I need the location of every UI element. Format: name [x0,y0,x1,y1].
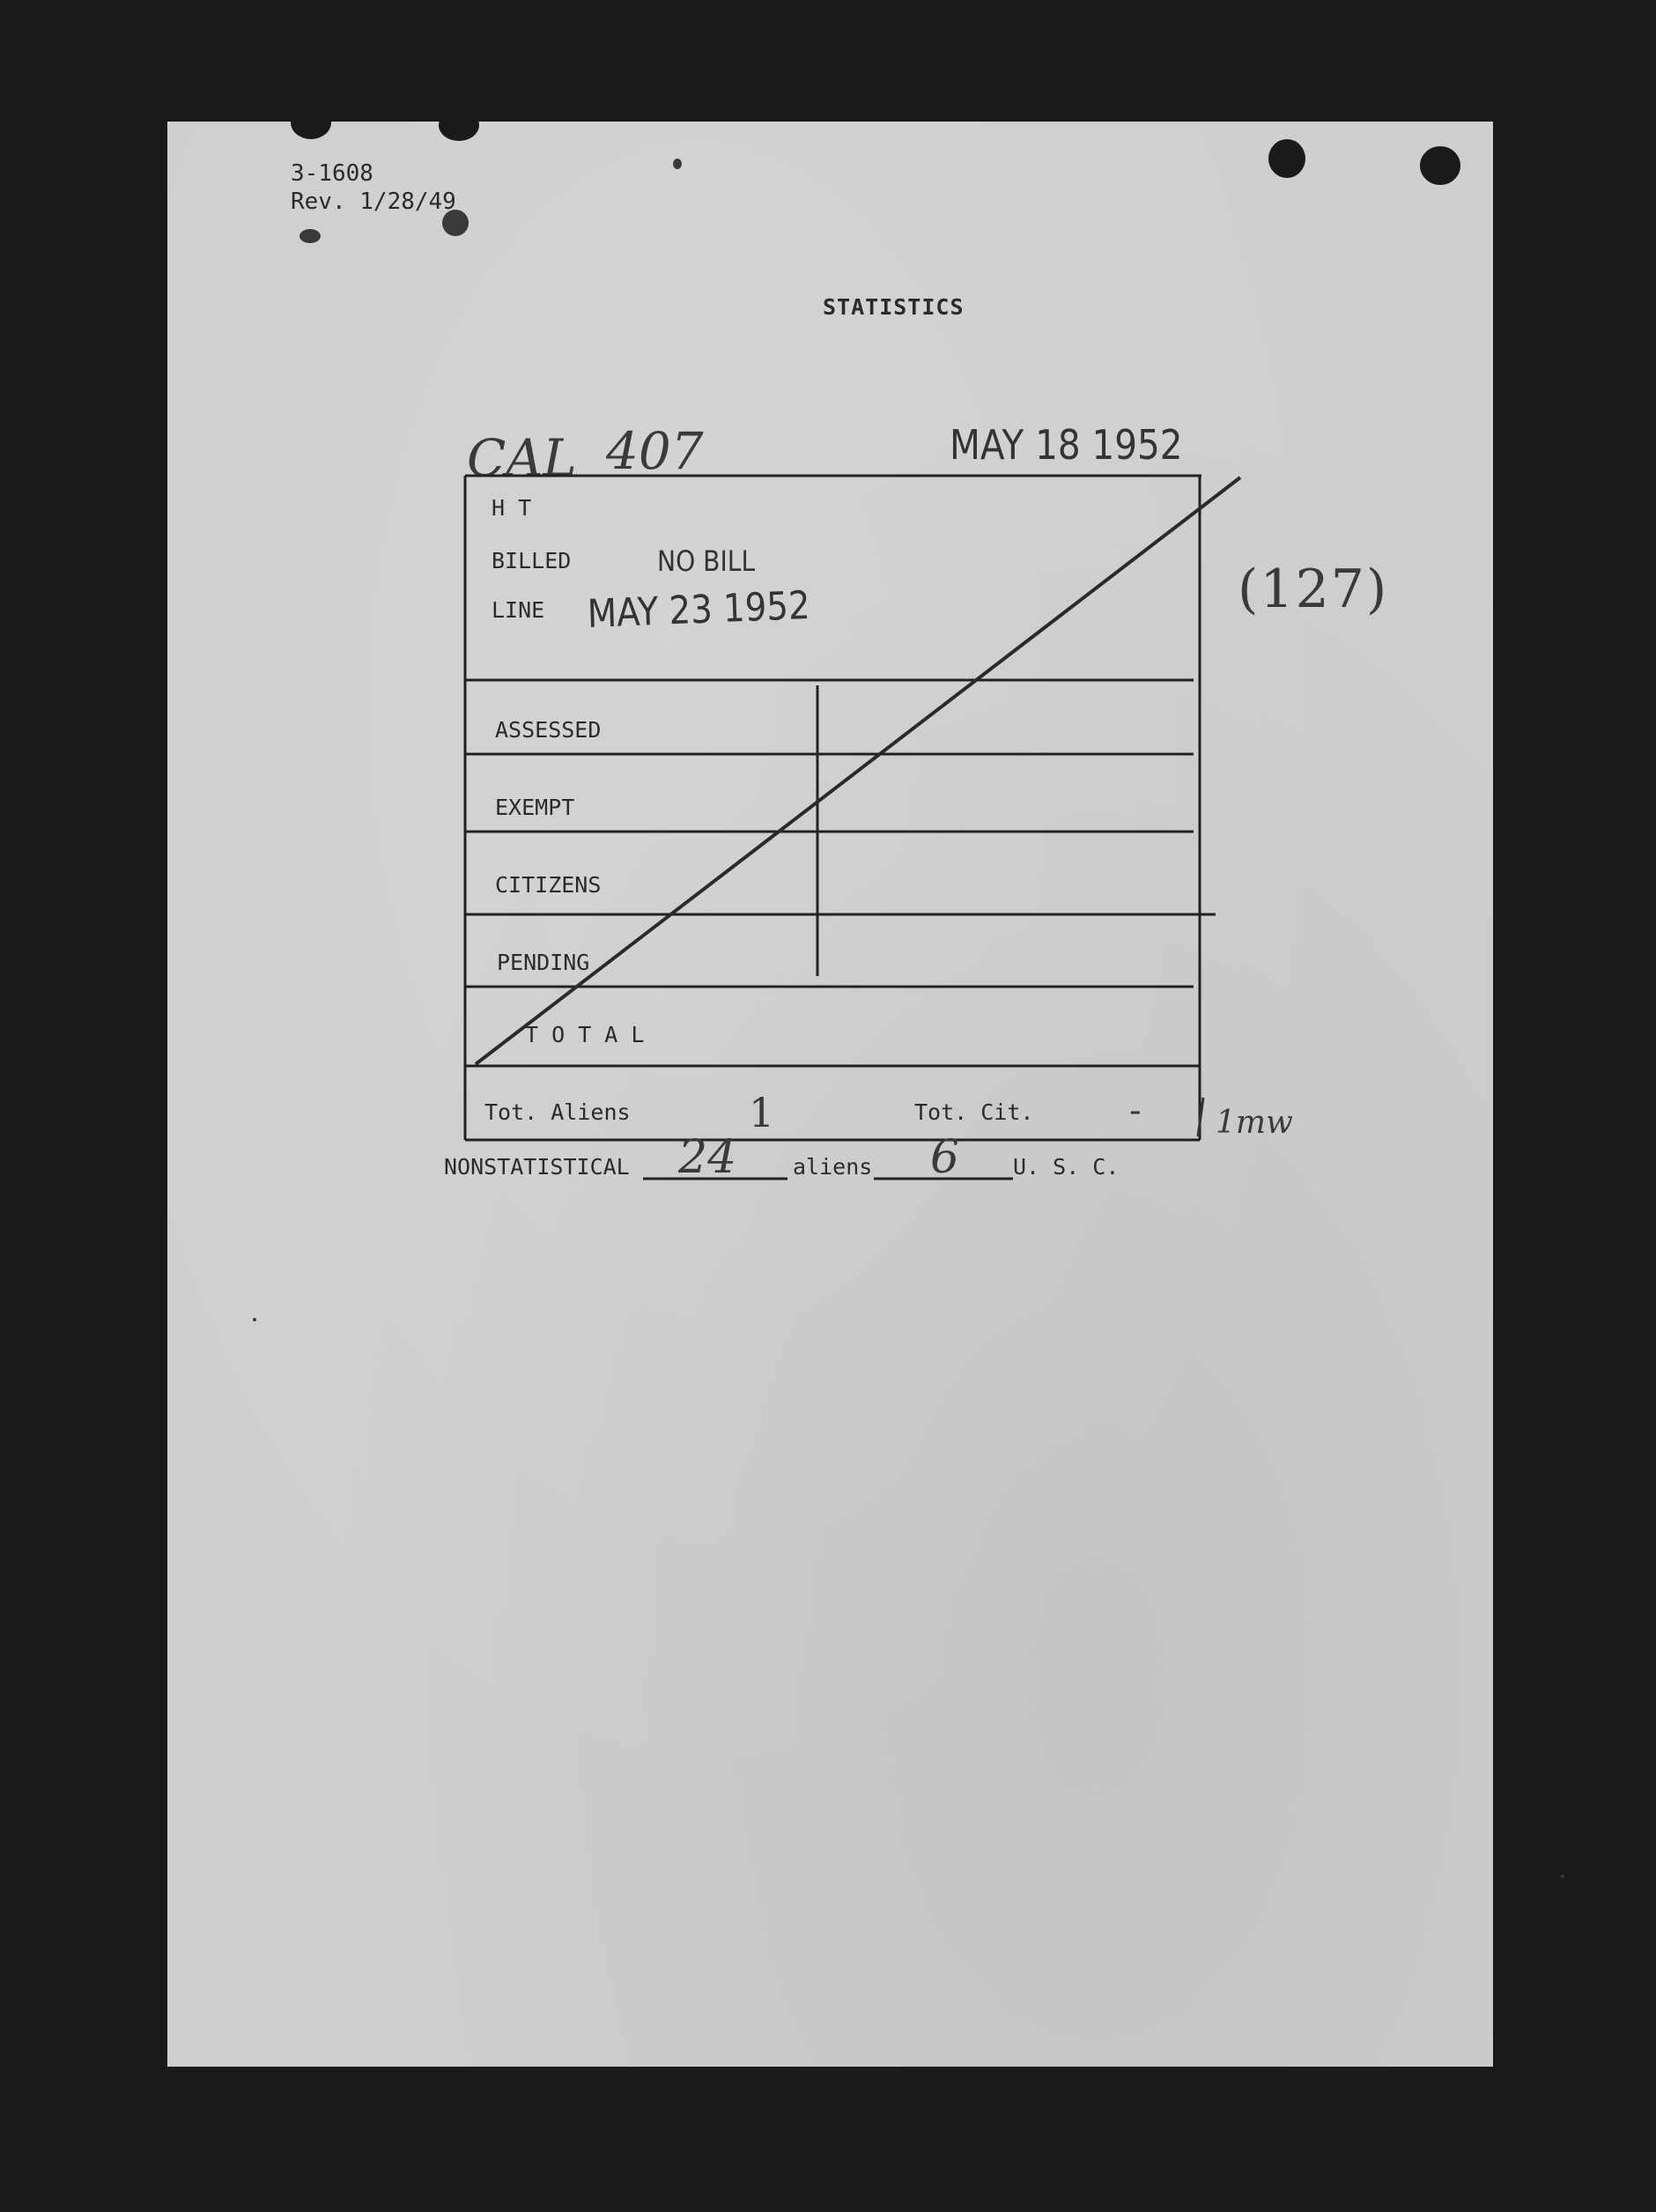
initials: 1mw [1216,1105,1293,1141]
document-page [167,122,1493,2067]
total-label: T O T A L [525,1022,645,1047]
form-heading: STATISTICS [823,294,965,320]
speck [1561,1875,1564,1878]
nonstatistical-usc-value: 6 [930,1131,960,1184]
no-bill-stamp: NO BILL [657,544,756,578]
aliens-label: aliens [793,1154,873,1180]
form-number: 3-1608 [291,160,373,187]
voyage-number: 407 [606,421,704,481]
usc-label: U. S. C. [1013,1154,1120,1180]
row-label-exempt: EXEMPT [495,795,575,820]
line-date-stamp: MAY 23 1952 [587,582,811,637]
line-label: LINE [492,597,545,623]
nonstatistical-aliens-value: 24 [678,1131,737,1184]
tot-cit-label: Tot. Cit. [914,1099,1034,1125]
cancel-stroke [476,477,1240,1064]
form-box [167,122,1493,2067]
vessel-name: CAL [467,428,577,488]
nonstatistical-label: NONSTATISTICAL [444,1154,630,1180]
page-reference: (127) [1238,559,1389,620]
tot-aliens-label: Tot. Aliens [484,1099,631,1125]
tot-cit-value: - [1129,1091,1142,1131]
billed-label: BILLED [492,548,572,573]
speck [253,1318,256,1321]
row-label-citizens: CITIZENS [495,872,602,898]
form-revision: Rev. 1/28/49 [291,189,456,215]
row-label-pending: PENDING [497,950,590,975]
ht-label: H T [492,495,532,521]
arrival-date-stamp: MAY 18 1952 [950,421,1183,469]
row-label-assessed: ASSESSED [495,717,602,743]
tot-aliens-value: 1 [749,1089,775,1136]
